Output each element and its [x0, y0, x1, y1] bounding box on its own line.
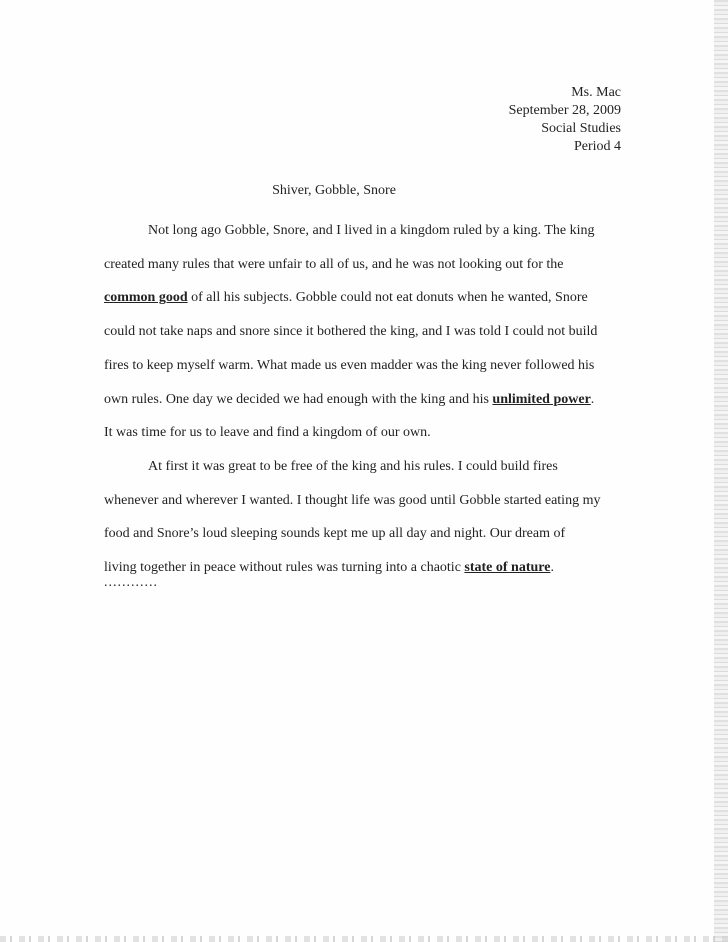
- scan-edge-shadow: [714, 0, 728, 942]
- paragraph-1-line-6: [104, 383, 620, 417]
- term-common-good: common good: [104, 290, 188, 306]
- paragraph-2-line-4-end: .: [550, 560, 554, 576]
- title-text: Shiver, Gobble, Snore: [272, 183, 396, 198]
- paragraph-1-line-5: fires to keep myself warm. What made us even madder was the king never followed his: [104, 357, 595, 373]
- teacher-name: Ms. Mac: [571, 85, 621, 100]
- paragraph-2-line-2: whenever and wherever I wanted. I thought life was good until Gobble started eating my: [104, 492, 601, 508]
- paragraph-2-line-3: food and Snore’s loud sleeping sounds kept me up all day and night. Our dream of: [104, 526, 566, 542]
- period: Period 4: [573, 139, 621, 154]
- paragraph-1-line-6-start: own rules. One day we decided we had enough with the king and his: [104, 391, 493, 407]
- paragraph-1-line-4: could not take naps and snore since it bothered the king, and I was told I could not build: [104, 324, 598, 340]
- paragraph-2-line-4-start: living together in peace without rules was turning into a chaotic: [104, 560, 465, 576]
- paragraph-1-line-7: It was time for us to leave and find a kingdom of our own.: [104, 425, 431, 441]
- essay-body: [104, 214, 620, 585]
- header-block: [509, 84, 621, 156]
- paragraph-1-line-3-rest: of all his subjects. Gobble could not eat donuts when he wanted, Snore: [187, 290, 588, 306]
- ellipsis: ............: [104, 575, 158, 590]
- paragraph-2-line-4: [104, 551, 620, 585]
- subject: Social Studies: [541, 121, 621, 136]
- term-state-of-nature: state of nature: [464, 560, 551, 576]
- paragraph-2-line-1: At first it was great to be free of the king and his rules. I could build fires: [148, 458, 558, 474]
- paragraph-1-line-1: Not long ago Gobble, Snore, and I lived in a kingdom ruled by a king. The king: [148, 223, 595, 238]
- paragraph-1-line-3: [104, 281, 620, 315]
- paragraph-1-line-6-end: .: [590, 391, 595, 407]
- document-title: [0, 182, 728, 200]
- term-unlimited-power: unlimited power: [492, 391, 591, 407]
- scan-bottom-edge: [0, 936, 728, 942]
- date: September 28, 2009: [508, 103, 621, 118]
- paragraph-1-line-2: created many rules that were unfair to all of us, and he was not looking out for the: [104, 256, 564, 272]
